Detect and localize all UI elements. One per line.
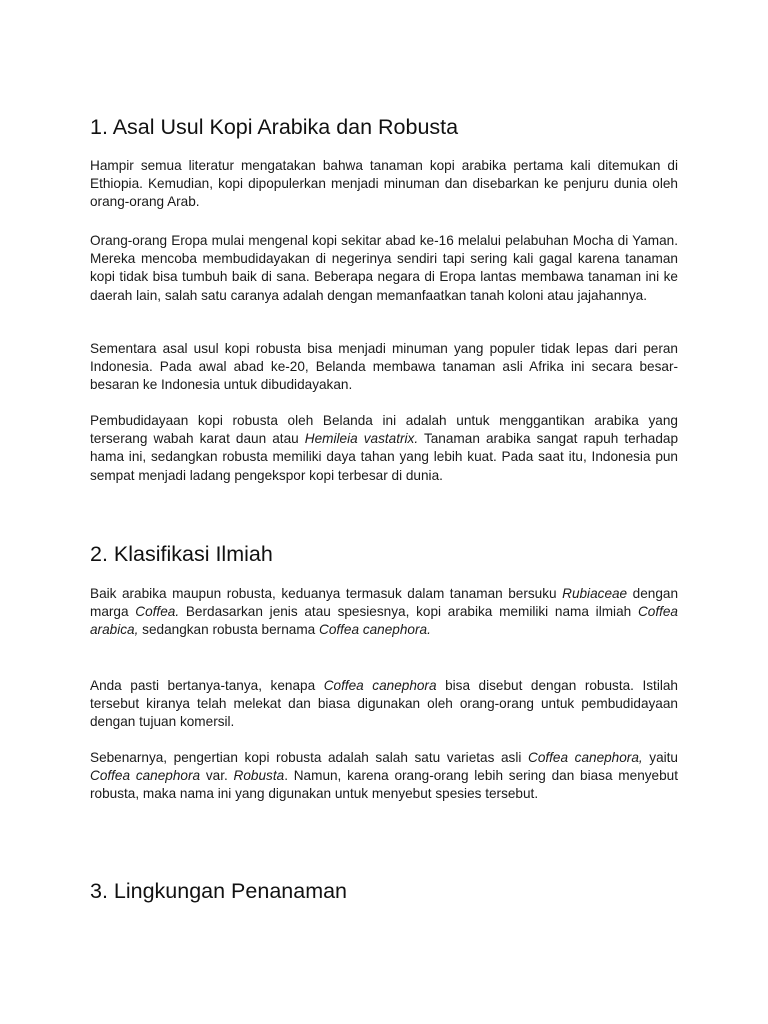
- paragraph: [90, 157, 678, 212]
- text-run: Sementara asal usul kopi robusta bisa menjadi minuman yang populer tidak lepas dari peran Indonesia. Pada awal abad ke-20, Belanda membawa tanaman asli Afrika ini secara besar-besaran ke Indonesia untuk dibudidayakan.: [90, 341, 678, 393]
- text-run: . Namun, karena orang-orang lebih sering dan biasa menyebut robusta, maka nama ini yang digunakan untuk menyebut spesies tersebut.: [90, 768, 679, 802]
- text-run: Berdasarkan jenis atau spesiesnya, kopi arabika memiliki nama ilmiah: [179, 604, 638, 620]
- italic-text-run: Hemileia vastatrix.: [304, 431, 419, 447]
- text-run: Hampir semua literatur mengatakan bahwa tanaman kopi arabika pertama kali ditemukan di Ethiopia. Kemudian, kopi dipopulerkan menjadi minuman dan disebarkan ke penjuru dunia oleh orang-orang Arab.: [90, 158, 678, 210]
- paragraph: [90, 340, 678, 395]
- italic-text-run: Robusta: [233, 768, 285, 784]
- paragraph: [90, 585, 678, 640]
- paragraph: [90, 232, 678, 305]
- section-title-lingkungan: 3. Lingkungan Penanaman: [90, 879, 348, 903]
- section-title-asal-usul: 1. Asal Usul Kopi Arabika dan Robusta: [90, 115, 459, 139]
- text-run: bisa disebut dengan robusta. Istilah tersebut kiranya telah melekat dan biasa digunakan oleh orang-orang untuk pembudidayaan dengan tujuan komersil.: [90, 678, 678, 730]
- text-run: Baik arabika maupun robusta, keduanya termasuk dalam tanaman bersuku: [90, 586, 563, 601]
- text-run: yaitu: [642, 750, 678, 765]
- italic-text-run: Coffea canephora.: [319, 622, 431, 638]
- italic-text-run: Coffea canephora: [90, 768, 201, 784]
- italic-text-run: Coffea canephora,: [528, 750, 643, 765]
- paragraph: [90, 412, 678, 485]
- text-run: Pembudidayaan kopi robusta oleh Belanda ini adalah untuk menggantikan arabika yang terserang wabah karat daun atau: [90, 413, 678, 447]
- italic-text-run: Coffea canephora: [323, 678, 437, 693]
- section-title-klasifikasi: 2. Klasifikasi Ilmiah: [90, 542, 273, 566]
- text-run: Sebenarnya, pengertian kopi robusta adalah salah satu varietas asli: [90, 750, 528, 765]
- text-run: var.: [200, 768, 234, 784]
- italic-text-run: Coffea arabica,: [90, 604, 678, 638]
- text-run: sedangkan robusta bernama: [138, 622, 319, 638]
- italic-text-run: Rubiaceae: [562, 586, 628, 601]
- text-run: Orang-orang Eropa mulai mengenal kopi sekitar abad ke-16 melalui pelabuhan Mocha di Yaman. Mereka mencoba membudidayakan di negerinya sendiri tapi sering kali gagal karena tanaman kopi tidak bisa tumbuh baik di sana. Beberapa negara di Eropa lantas membawa tanaman ini ke daerah lain, salah satu caranya adalah dengan memanfaatkan tanah koloni atau jajahannya.: [90, 233, 678, 303]
- italic-text-run: Coffea.: [135, 604, 180, 620]
- text-run: dengan marga: [90, 586, 679, 620]
- paragraph: [90, 677, 678, 732]
- paragraph: [90, 749, 678, 804]
- text-run: Tanaman arabika sangat rapuh terhadap hama ini, sedangkan robusta memiliki daya tahan yang lebih kuat. Pada saat itu, Indonesia pun sempat menjadi ladang pengekspor kopi terbesar di dunia.: [90, 431, 678, 483]
- text-run: Anda pasti bertanya-tanya, kenapa: [90, 678, 324, 693]
